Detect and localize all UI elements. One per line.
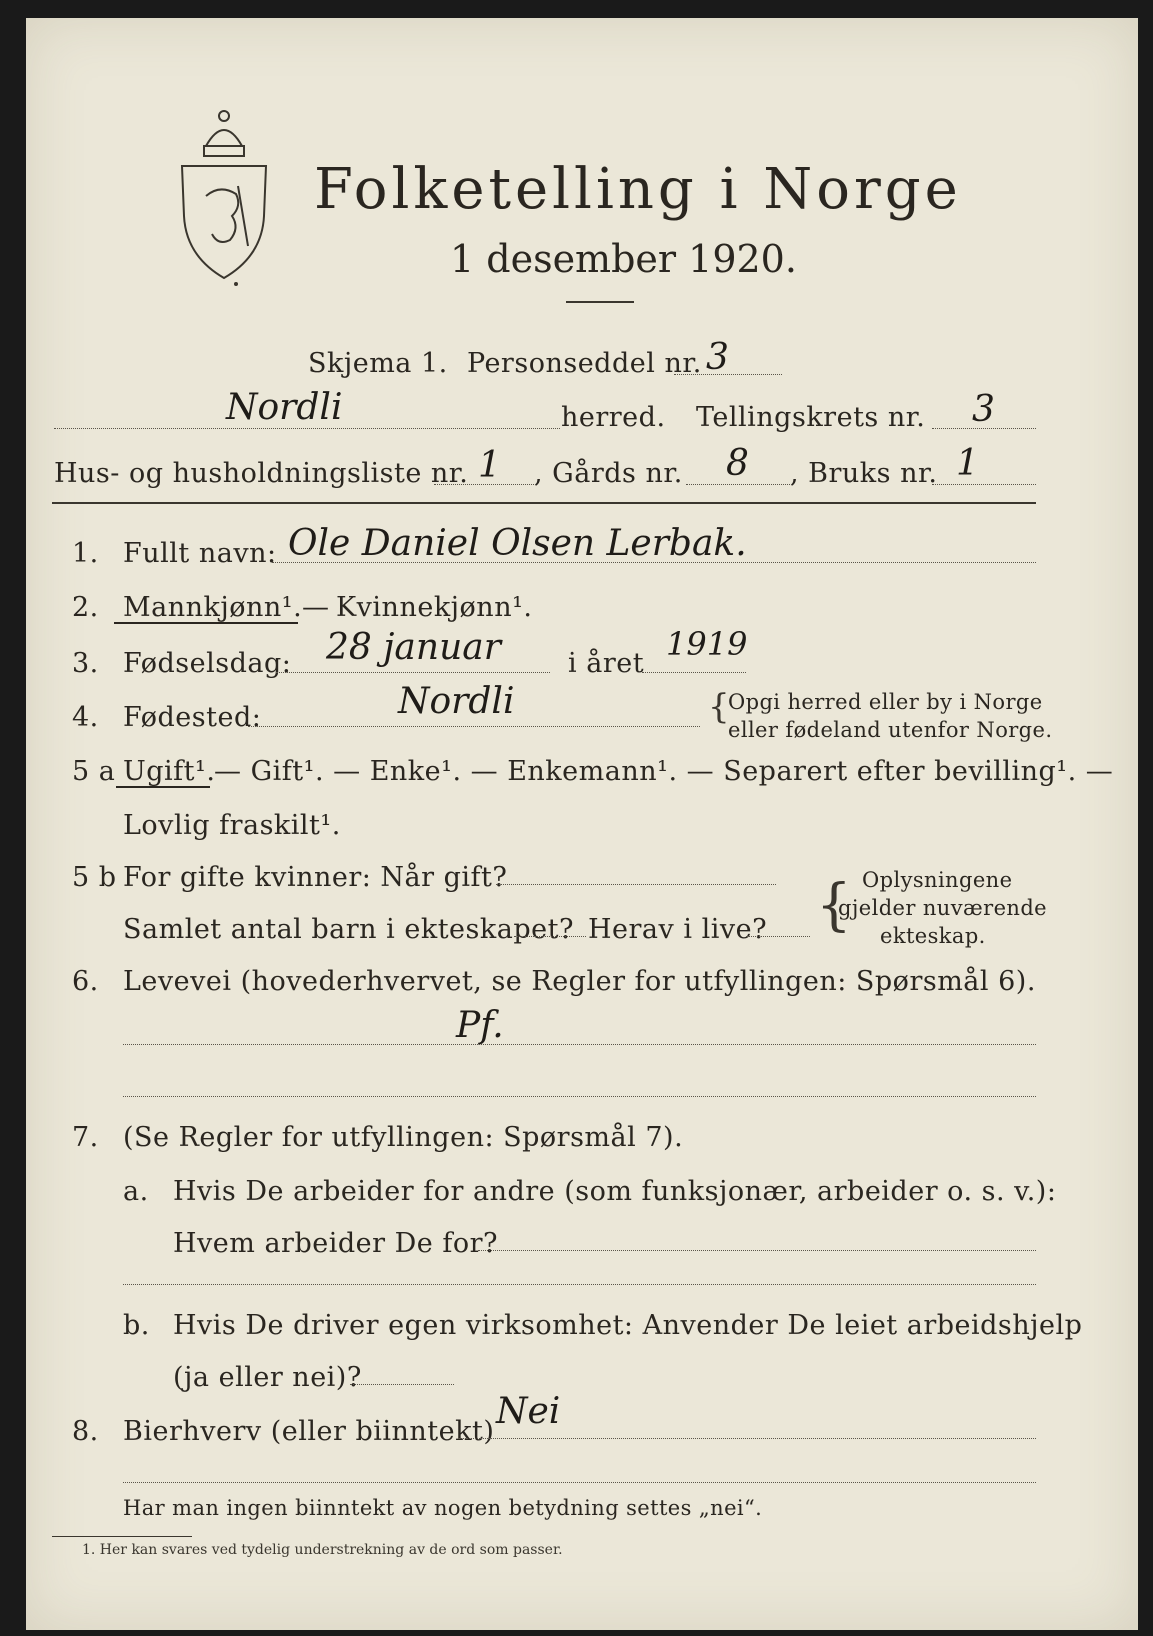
hus-value[interactable]: 1 (478, 445, 501, 486)
skjema-label: Skjema 1. (308, 348, 448, 379)
herred-value[interactable]: Nordli (226, 387, 343, 428)
q7b-text: Hvis De driver egen virksomhet: Anvender De leiet arbeidshjelp (173, 1310, 1083, 1341)
gards-line (686, 484, 790, 485)
herred-line (54, 428, 560, 429)
tellingskrets-label: Tellingskrets nr. (696, 402, 926, 433)
q5b-label1: For gifte kvinner: Når gift? (123, 862, 508, 893)
q5b-note3: ekteskap. (880, 924, 986, 948)
q7a-text: Hvis De arbeider for andre (som funksjonær, arbeider o. s. v.): (173, 1176, 1057, 1207)
form-date: 1 desember 1920. (450, 237, 797, 281)
hus-label: Hus- og husholdningsliste nr. (54, 458, 469, 489)
q7b-line (350, 1384, 454, 1385)
q6-line1 (123, 1044, 1036, 1045)
q5b-line2 (514, 936, 586, 937)
personseddel-label: Personseddel nr. (467, 348, 702, 379)
q1-value[interactable]: Ole Daniel Olsen Lerbak. (288, 523, 747, 564)
q8-line2 (123, 1482, 1036, 1483)
q7a-question: Hvem arbeider De for? (173, 1228, 498, 1259)
form-title: Folketelling i Norge (314, 157, 962, 222)
bruks-line (932, 484, 1036, 485)
q5a-ugift-underline[interactable] (116, 786, 210, 788)
q6-number: 6. (72, 966, 99, 997)
q7a-line2 (123, 1284, 1036, 1285)
footnote-divider (52, 1536, 192, 1537)
q2-male: Mannkjønn¹. (123, 592, 303, 623)
q5b-line1 (496, 884, 776, 885)
q3-year-value[interactable]: 1919 (666, 625, 748, 663)
q5b-note2: gjelder nuværende (838, 896, 1047, 920)
footnote: 1. Her kan svares ved tydelig understrekning av de ord som passer. (82, 1542, 563, 1558)
q5b-label3: Herav i live? (588, 914, 768, 945)
herred-label: herred. (561, 402, 666, 433)
q4-value[interactable]: Nordli (398, 681, 515, 722)
bruks-value[interactable]: 1 (956, 443, 979, 484)
title-divider (566, 301, 634, 303)
q6-line2 (123, 1096, 1036, 1097)
q8-line1 (458, 1438, 1036, 1439)
q3-number: 3. (72, 648, 99, 679)
header-divider (52, 502, 1036, 504)
q7-label: (Se Regler for utfyllingen: Spørsmål 7). (123, 1122, 684, 1153)
q6-value[interactable]: Pf. (456, 1005, 504, 1046)
q3-year-label: i året (568, 648, 645, 679)
q7-number: 7. (72, 1122, 99, 1153)
personseddel-value[interactable]: 3 (706, 337, 729, 378)
q4-number: 4. (72, 702, 99, 733)
q5b-number: 5 b (72, 862, 117, 893)
q2-female: Kvinnekjønn¹. (336, 592, 533, 623)
q3-value[interactable]: 28 januar (326, 627, 501, 668)
q4-label: Fødested: (123, 702, 262, 733)
bruks-label: , Bruks nr. (790, 458, 938, 489)
q7b-question: (ja eller nei)? (173, 1362, 362, 1393)
q1-label: Fullt navn: (123, 538, 277, 569)
tellingskrets-value[interactable]: 3 (972, 389, 995, 430)
q8-number: 8. (72, 1416, 99, 1447)
q4-line (248, 726, 700, 727)
census-form (26, 18, 1138, 1630)
q6-label: Levevei (hovederhvervet, se Regler for utfyllingen: Spørsmål 6). (123, 966, 1036, 997)
q2-number: 2. (72, 592, 99, 623)
gards-label: , Gårds nr. (534, 458, 683, 489)
q5a-ugift: Ugift¹. (123, 756, 216, 787)
q5b-line3 (746, 936, 810, 937)
q5b-brace: { (816, 873, 852, 938)
q5a-options: — Gift¹. — Enke¹. — Enkemann¹. — Separert efter bevilling¹. — (214, 756, 1114, 787)
q5b-label2: Samlet antal barn i ekteskapet? (123, 914, 574, 945)
q8-label: Bierhverv (eller biinntekt) (123, 1416, 495, 1447)
q4-note2: eller fødeland utenfor Norge. (728, 718, 1053, 742)
q4-note1: Opgi herred eller by i Norge (728, 690, 1043, 714)
q5a-number: 5 a (72, 756, 116, 787)
footer-note: Har man ingen biinntekt av nogen betydning settes „nei“. (123, 1496, 763, 1520)
q3-label: Fødselsdag: (123, 648, 292, 679)
gards-value[interactable]: 8 (726, 443, 749, 484)
q2-separator: — (302, 592, 330, 623)
q1-number: 1. (72, 538, 99, 569)
q7a-line1 (478, 1250, 1036, 1251)
q4-brace: { (708, 687, 730, 727)
q7a-letter: a. (123, 1176, 149, 1207)
q7b-letter: b. (123, 1310, 150, 1341)
coat-of-arms-icon (176, 106, 272, 286)
q5a-line2: Lovlig fraskilt¹. (123, 810, 341, 841)
q3-line (276, 672, 550, 673)
q8-value[interactable]: Nei (496, 1391, 561, 1432)
q2-male-underline[interactable] (114, 622, 298, 624)
q3-year-line (642, 672, 746, 673)
q5b-note1: Oplysningene (862, 868, 1013, 892)
